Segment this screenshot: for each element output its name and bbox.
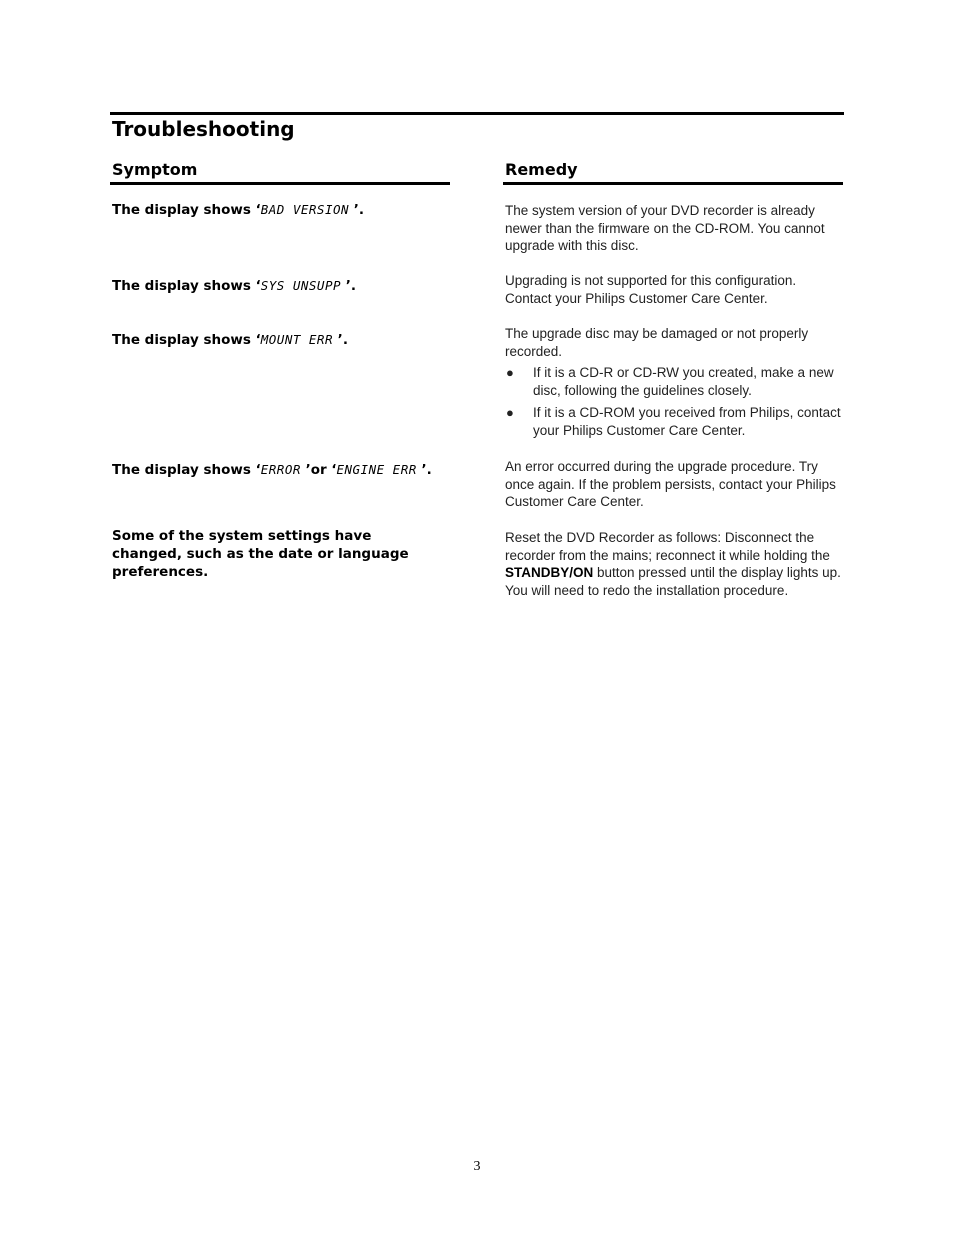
remedy-text: An error occurred during the upgrade procedure. Try once again. If the problem persists, contact your Philips Customer Care Center.	[505, 459, 836, 510]
title-rule	[110, 112, 844, 115]
remedy-text-end: button pressed until the display lights up. You will need to redo the installation procedure.	[505, 565, 841, 599]
remedy-text: Upgrading is not supported for this configuration. Contact your Philips Customer Care Center.	[505, 273, 797, 306]
remedy-settings-changed	[505, 529, 845, 600]
display-code: MOUNT ERR	[260, 332, 333, 347]
symptom-text-end: ’.	[416, 462, 432, 478]
remedy-header-label: Remedy	[505, 160, 578, 179]
symptom-text-end: ’.	[349, 202, 365, 218]
bullet-icon: ●	[506, 404, 514, 420]
symptom-column-header	[110, 160, 450, 185]
page-number: 3	[473, 1159, 481, 1174]
symptom-mount-err	[112, 331, 442, 349]
remedy-text	[505, 529, 845, 600]
display-code: ERROR	[260, 462, 301, 477]
bullet-text: If it is a CD-ROM you received from Philips, contact your Philips Customer Care Center.	[533, 404, 841, 438]
bullet-text: If it is a CD-R or CD-RW you created, make a new disc, following the guidelines closely.	[533, 365, 834, 399]
remedy-error	[505, 458, 845, 511]
remedy-bullet-list	[505, 364, 845, 439]
symptom-error	[112, 461, 442, 479]
remedy-column-header	[503, 160, 843, 185]
remedy-text: The upgrade disc may be damaged or not properly recorded.	[505, 326, 809, 359]
symptom-text-middle: ’or ‘	[300, 462, 337, 478]
display-code-2: ENGINE ERR	[336, 462, 417, 477]
remedy-mount-err	[505, 325, 845, 443]
symptom-text-end: ’.	[332, 332, 348, 348]
symptom-header-label: Symptom	[112, 160, 198, 179]
symptom-text: Some of the system settings have changed, such as the date or language preferences.	[112, 528, 409, 580]
remedy-text-start: Reset the DVD Recorder as follows: Disconnect the recorder from the mains; reconnect it while holding the	[505, 530, 830, 563]
symptom-bad-version	[112, 201, 442, 219]
list-item	[505, 364, 845, 399]
symptom-text: The display shows ‘	[112, 462, 261, 478]
symptom-settings-changed	[112, 527, 442, 581]
display-code: SYS UNSUPP	[260, 278, 342, 293]
remedy-text: The system version of your DVD recorder is already newer than the firmware on the CD-ROM. You cannot upgrade with this disc.	[505, 203, 825, 254]
symptom-sys-unsupp	[112, 277, 442, 295]
page-title: Troubleshooting	[112, 117, 295, 141]
symptom-text: The display shows ‘	[112, 278, 261, 294]
remedy-bad-version	[505, 202, 845, 255]
bullet-icon: ●	[506, 365, 514, 381]
list-item	[505, 404, 845, 439]
symptom-text: The display shows ‘	[112, 332, 261, 348]
remedy-sys-unsupp	[505, 272, 845, 307]
symptom-text: The display shows ‘	[112, 202, 261, 218]
standby-button-label: STANDBY/ON	[505, 565, 594, 581]
display-code: BAD VERSION	[260, 202, 350, 217]
symptom-text-end: ’.	[341, 278, 356, 294]
